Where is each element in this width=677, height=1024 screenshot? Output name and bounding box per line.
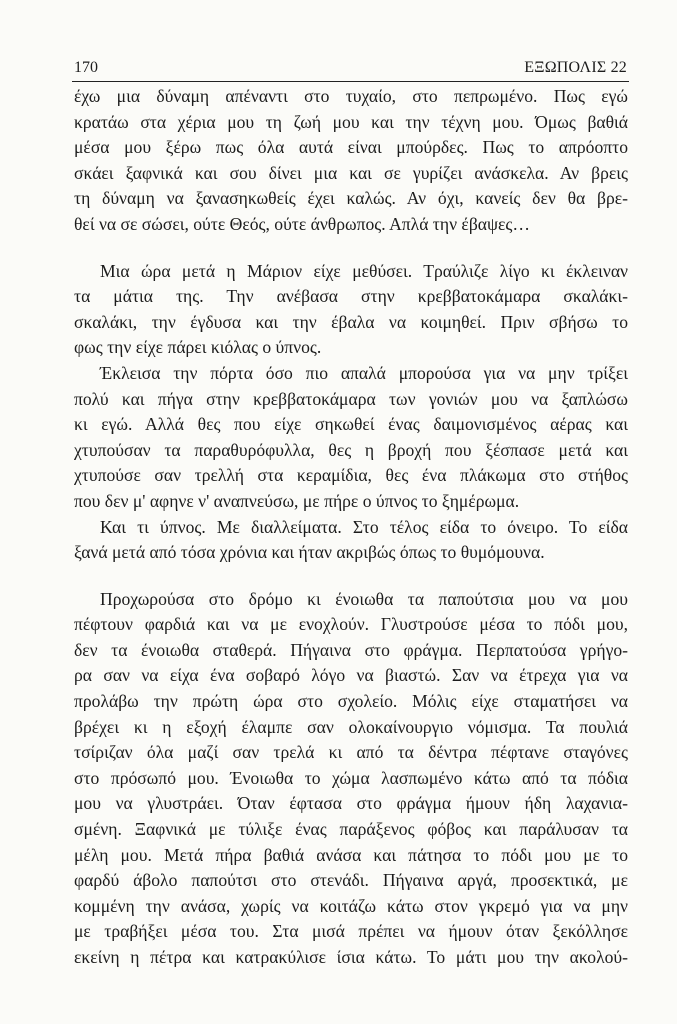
header-rule [72, 81, 629, 82]
text-line: σμένη. Ξαφνικά με τύλιξε ένας παράξενος φόβος και παράλυσαν τα [74, 819, 628, 840]
text-line: έχω μια δύναμη απέναντι στο τυχαίο, στο πεπρωμένο. Πως εγώ [74, 86, 628, 106]
text-line: Και τι ύπνος. Με διαλλείματα. Στο τέλος είδα το όνειρο. Το είδα [100, 516, 628, 537]
text-line: χτυπούσε σαν τρελλή στα κεραμίδια, θες ένα πλάκωμα στο στήθος [74, 465, 628, 486]
text-line: χτυπούσαν τα παραθυρόφυλλα, θες η βροχή που ξέσπασε μετά και [74, 439, 628, 460]
text-line: βρέχει κι η εξοχή έλαμπε σαν ολοκαίνουργιο νόμισμα. Τα πουλιά [74, 716, 628, 737]
text-line: ρα σαν να είχα ένα σοβαρό λόγο να βιαστώ. Σαν να έτρεχα για να [74, 665, 628, 686]
text-line: κι εγώ. Αλλά θες που είχε σηκωθεί ένας δαιμονισμένος αέρας και [74, 414, 628, 435]
text-line: προλάβω την πρώτη ώρα στο σχολείο. Μόλις είχε σταματήσει να [74, 691, 628, 712]
text-line: ξανά μετά από τόσα χρόνια και ήταν ακριβώς όπως το θυμόμουνα. [74, 542, 545, 563]
text-line: κομμένη την ανάσα, χωρίς να κοιτάζω κάτω στον γκρεμό για να μην [74, 895, 628, 916]
text-line: στο πρόσωπό μου. Ένοιωθα το χώμα λασπωμένο κάτω από τα πόδια [74, 767, 628, 788]
page-number: 170 [74, 59, 98, 76]
text-line: σκάει ξαφνικά και σου δίνει μια και σε γυρίζει ανάσκελα. Αν βρεις [74, 162, 628, 183]
text-line: θεί να σε σώσει, ούτε Θεός, ούτε άνθρωπος. Απλά την έβαψες… [74, 213, 530, 234]
text-line: με τραβήξει μέσα του. Στα μισά πρέπει να ήμουν όταν ξεκόλλησε [74, 921, 628, 942]
text-line: που δεν μ' αφηνε ν' αναπνεύσω, με πήρε ο ύπνος το ξημέρωμα. [74, 490, 520, 511]
paragraph [74, 587, 628, 971]
text-line: σκαλάκι, την έγδυσα και την έβαλα να κοιμηθεί. Πριν σβήσω το [74, 311, 628, 332]
text-line: πολύ και πήγα στην κρεββατοκάμαρα των γονιών μου να ξαπλώσω [74, 388, 628, 409]
text-line: Μια ώρα μετά η Μάριον είχε μεθύσει. Τραύλιζε λίγο κι έκλειναν [100, 260, 628, 281]
text-line: κρατάω στα χέρια μου τη ζωή μου και την τέχνη μου. Όμως βαθιά [74, 111, 628, 132]
text-line: Έκλεισα την πόρτα όσο πιο απαλά μπορούσα για να μην τρίξει [100, 362, 628, 383]
text-line: τσίριζαν όλα μαζί σαν τρελά κι από τα δέντρα πέφτανε σταγόνες [74, 742, 628, 763]
text-line: μέσα μου ξέρω πως όλα αυτά είναι μπούρδες. Πως το απρόοπτο [74, 137, 628, 158]
text-line: δεν τα ένοιωθα σταθερά. Πήγαινα στο φράγμα. Περπατούσα γρήγο- [74, 639, 628, 660]
running-head [74, 58, 627, 78]
paragraph [74, 84, 628, 238]
text-line: φως την είχε πάρει κιόλας ο ύπνος. [74, 337, 322, 358]
text-line: Προχωρούσα στο δρόμο κι ένοιωθα τα παπούτσια μου να μου [100, 588, 628, 609]
paragraph [74, 515, 628, 566]
text-line: φαρδύ άβολο παπούτσι στο στενάδι. Πήγαινα αργά, προσεκτικά, με [74, 870, 628, 891]
text-line: μου να γλυστράει. Όταν έφτασα στο φράγμα ήμουν ήδη λαχανια- [74, 793, 628, 814]
text-line: εκείνη η πέτρα και κατρακύλισε ίσια κάτω. Το μάτι μου την ακολού- [74, 947, 628, 967]
paragraph [74, 259, 628, 361]
text-line: μέλη μου. Μετά πήρα βαθιά ανάσα και πάτησα το πόδι μου με το [74, 844, 628, 865]
paragraph [74, 361, 628, 515]
header-title: ΕΞΩΠΟΛΙΣ 22 [524, 59, 627, 76]
text-line: τη δύναμη να ξανασηκωθείς έχει καλώς. Αν όχι, κανείς δεν θα βρε- [74, 188, 628, 209]
body-text [74, 84, 628, 971]
text-line: πέφτουν φαρδιά και να με ενοχλούν. Γλυστρούσε μέσα το πόδι μου, [74, 614, 628, 635]
section-break [74, 566, 628, 587]
text-line: τα μάτια της. Την ανέβασα στην κρεββατοκάμαρα σκαλάκι- [74, 286, 628, 307]
section-break [74, 238, 628, 259]
